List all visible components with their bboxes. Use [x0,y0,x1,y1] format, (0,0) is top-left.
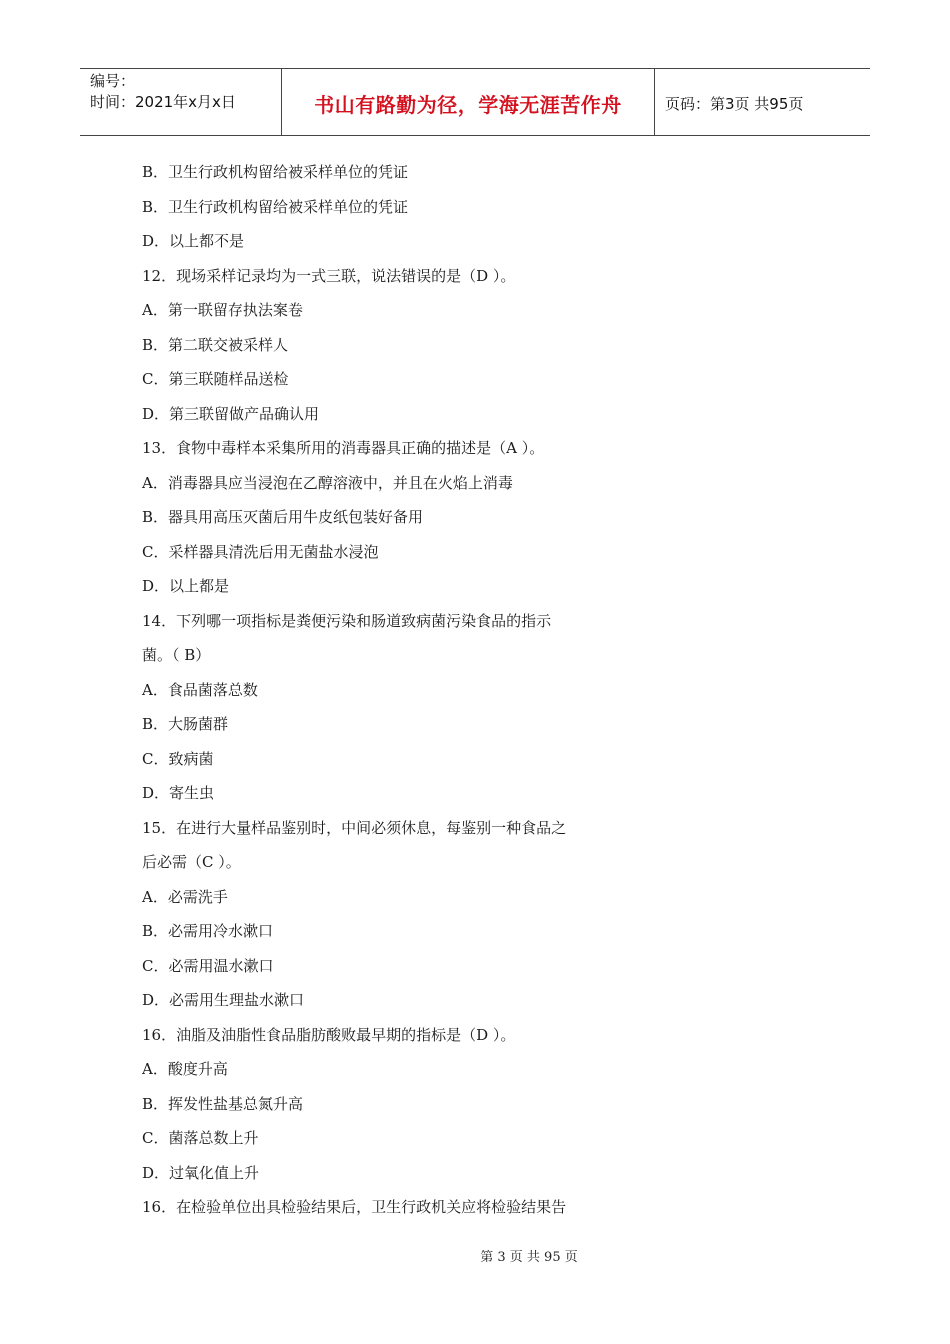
option-line: B．挥发性盐基总氮升高 [142,1094,304,1113]
option-line: D．寄生虫 [142,784,215,802]
question-line: 16．油脂及油脂性食品脂肪酸败最早期的指标是（D ）。 [142,1025,516,1044]
option-line: A．消毒器具应当浸泡在乙醇溶液中，并且在火焰上消毒 [142,473,513,492]
question-line: 后必需（C ）。 [142,853,241,871]
document-time-label: 时间：2021年x月x日 [90,93,236,111]
document-number-label: 编号： [90,72,136,90]
option-line: B．器具用高压灭菌后用牛皮纸包装好备用 [142,508,424,526]
page-header [80,68,870,136]
option-line: A．第一联留存执法案卷 [142,301,303,319]
option-line: D．以上都是 [142,577,230,595]
header-divider [654,69,655,135]
option-line: A．必需洗手 [142,887,228,906]
option-line: C．致病菌 [142,749,214,768]
option-line: B．必需用冷水漱口 [142,922,274,940]
page-footer: 第 3 页 共 95 页 [480,1250,578,1265]
option-line: D．第三联留做产品确认用 [142,404,320,423]
option-line: A．酸度升高 [142,1060,228,1078]
question-line: 16．在检验单位出具检验结果后，卫生行政机关应将检验结果告 [142,1198,567,1216]
question-line: 13．食物中毒样本采集所用的消毒器具正确的描述是（A ）。 [142,439,545,457]
header-page-info: 页码：第3页 共95页 [665,95,804,113]
header-meta [90,71,236,113]
option-line: D．必需用生理盐水漱口 [142,991,305,1009]
document-body [142,157,622,1227]
option-line: B．大肠菌群 [142,715,229,733]
text-line: B．卫生行政机构留给被采样单位的凭证 [142,163,409,181]
text-line: D．以上都不是 [142,232,245,250]
question-line: 14．下列哪一项指标是粪便污染和肠道致病菌污染食品的指示 [142,611,552,630]
header-motto: 书山有路勤为径，学海无涯苦作舟 [314,93,622,117]
question-line: 15．在进行大量样品鉴别时，中间必须休息，每鉴别一种食品之 [142,818,567,837]
option-line: B．第二联交被采样人 [142,335,289,354]
option-line: D．过氧化值上升 [142,1163,260,1182]
option-line: C．采样器具清洗后用无菌盐水浸泡 [142,542,379,561]
text-line: B．卫生行政机构留给被采样单位的凭证 [142,197,409,216]
option-line: A．食品菌落总数 [142,680,258,699]
question-line: 菌。（ B） [142,646,211,664]
option-line: C．必需用温水漱口 [142,956,274,975]
option-line: C．菌落总数上升 [142,1129,259,1147]
option-line: C．第三联随样品送检 [142,370,289,388]
question-line: 12．现场采样记录均为一式三联，说法错误的是（D ）。 [142,266,516,285]
